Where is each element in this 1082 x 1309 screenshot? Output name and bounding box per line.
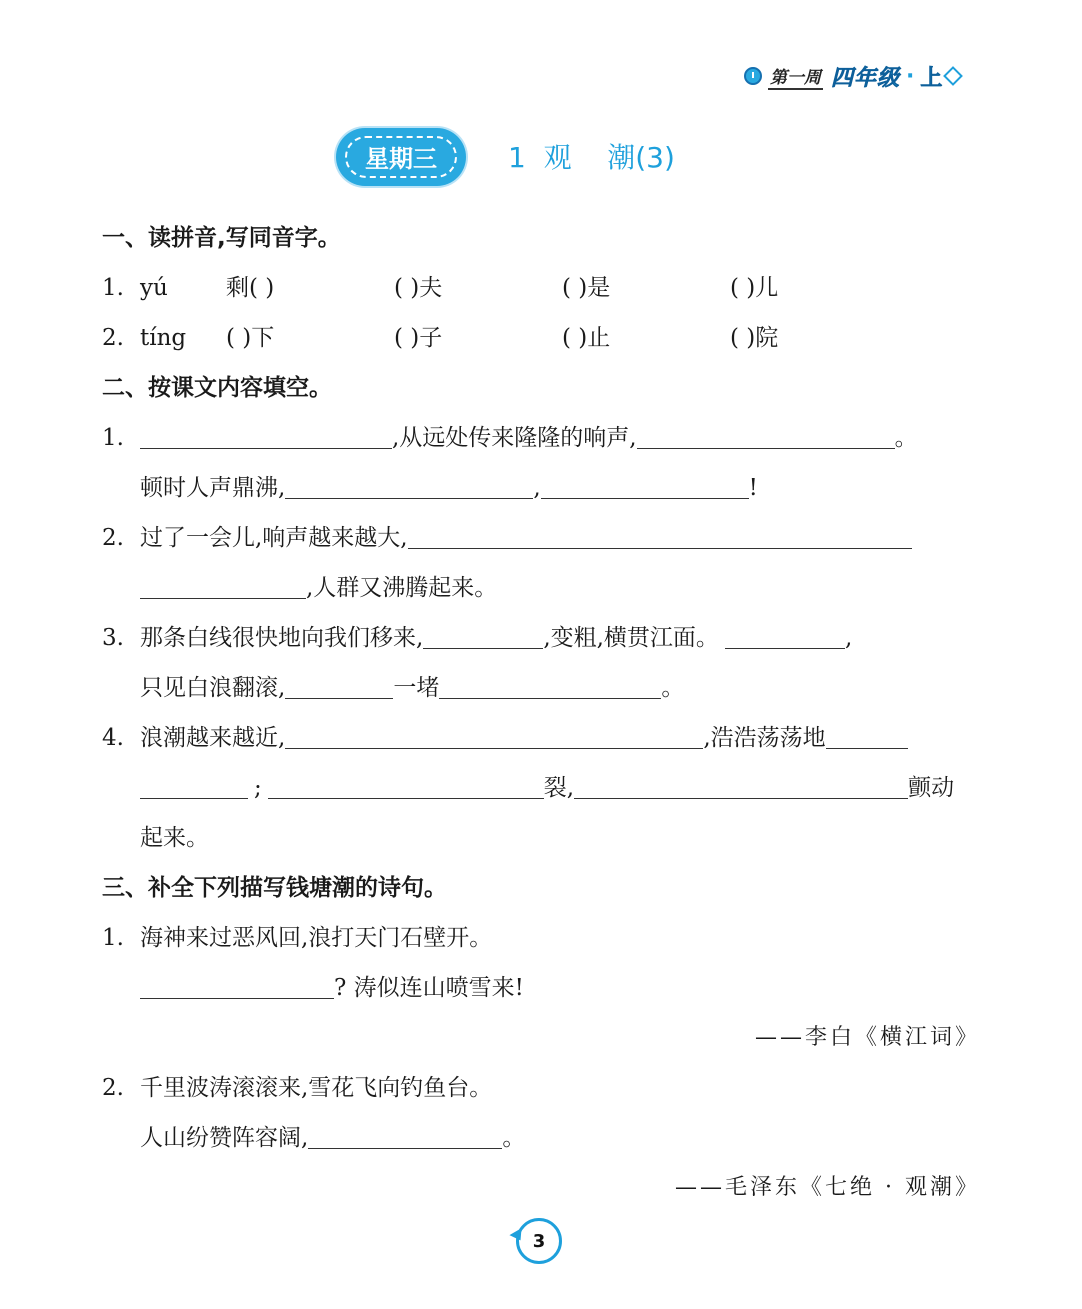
text: 裂, <box>543 775 575 801</box>
text: 那条白线很快地向我们移来, <box>140 625 424 651</box>
day-badge-label: 星期三 <box>345 136 457 178</box>
q4-line3: 起来。 <box>140 825 209 851</box>
answer-blank[interactable] <box>725 622 845 649</box>
section3-heading: 三、补全下列描写钱塘潮的诗句。 <box>102 875 447 901</box>
poem-text: ? 涛似连山喷雪来! <box>334 975 524 1001</box>
q3-line2 <box>140 672 684 704</box>
text: ,从远处传来隆隆的响声, <box>392 425 637 451</box>
char-blank[interactable]: ( )儿 <box>730 275 779 301</box>
question-number: 4. <box>102 725 124 751</box>
answer-blank[interactable] <box>285 722 703 749</box>
text: 顿时人声鼎沸, <box>140 475 286 501</box>
answer-blank[interactable] <box>140 772 248 799</box>
answer-blank[interactable] <box>637 422 895 449</box>
char-blank[interactable]: ( )下 <box>226 325 275 351</box>
text: ! <box>748 475 758 501</box>
day-badge <box>336 128 466 186</box>
answer-blank[interactable] <box>308 1122 502 1149</box>
clock-icon <box>744 67 762 85</box>
answer-blank[interactable] <box>140 422 392 449</box>
q2-line2 <box>140 572 497 604</box>
answer-blank[interactable] <box>268 772 544 799</box>
poem1-line2 <box>140 972 524 1004</box>
char-blank[interactable]: ( )是 <box>562 275 611 301</box>
poem-text: 千里波涛滚滚来,雪花飞向钓鱼台。 <box>140 1075 493 1101</box>
question-number: 3. <box>102 625 124 651</box>
text: 。 <box>894 425 918 451</box>
text: 。 <box>661 675 685 701</box>
text: 颤动 <box>908 775 955 801</box>
row-number: 2. <box>102 325 124 351</box>
text: ,人群又沸腾起来。 <box>306 575 498 601</box>
char-blank[interactable]: ( )院 <box>730 325 779 351</box>
answer-blank[interactable] <box>285 472 533 499</box>
book-header <box>744 56 960 96</box>
poem-text: 人山纷赞阵容阔, <box>140 1125 309 1151</box>
pinyin-row-1 <box>102 272 778 304</box>
text: 浪潮越来越近, <box>140 725 286 751</box>
question-number: 2. <box>102 1075 124 1101</box>
grade-label: 四年级 <box>831 65 901 91</box>
answer-blank[interactable] <box>285 672 393 699</box>
char-blank[interactable]: 剩( ) <box>226 275 275 301</box>
lesson-title: 1 观 潮(3) <box>508 141 675 174</box>
answer-blank[interactable] <box>826 722 908 749</box>
poem1-author: ——李白《横江词》 <box>754 1025 980 1050</box>
answer-blank[interactable] <box>140 572 306 599</box>
volume-label: 上 <box>920 65 943 91</box>
answer-blank[interactable] <box>574 772 908 799</box>
text: , <box>844 625 853 651</box>
poem2-line2 <box>140 1122 525 1154</box>
diamond-icon <box>943 66 963 86</box>
pinyin-row-2 <box>102 322 778 354</box>
text: ; <box>254 775 262 801</box>
q4-line2 <box>140 772 954 804</box>
text: ,浩浩荡荡地 <box>703 725 826 751</box>
q3-line1 <box>102 622 852 654</box>
section2-heading: 二、按课文内容填空。 <box>102 375 332 401</box>
question-number: 1. <box>102 425 124 451</box>
text: ,变粗,横贯江面。 <box>543 625 719 651</box>
answer-blank[interactable] <box>541 472 749 499</box>
q1-line2 <box>140 472 758 504</box>
answer-blank[interactable] <box>439 672 661 699</box>
answer-blank[interactable] <box>140 972 334 999</box>
page-number: 3 <box>516 1218 562 1264</box>
poem2-line1 <box>102 1072 492 1104</box>
pinyin: tíng <box>140 325 187 351</box>
char-blank[interactable]: ( )子 <box>394 325 443 351</box>
text: , <box>533 475 541 501</box>
separator-dot: · <box>906 63 915 89</box>
question-number: 1. <box>102 925 124 951</box>
poem-text: 海神来过恶风回,浪打天门石壁开。 <box>140 925 493 951</box>
q4-line1 <box>102 722 908 754</box>
pinyin: yú <box>140 275 168 301</box>
q2-line1 <box>102 522 912 554</box>
answer-blank[interactable] <box>408 522 912 549</box>
poem2-author: ——毛泽东《七绝 · 观潮》 <box>675 1175 980 1200</box>
poem-text: 。 <box>502 1125 526 1151</box>
week-label: 第一周 <box>768 63 823 90</box>
text: 只见白浪翻滚, <box>140 675 286 701</box>
poem1-line1 <box>102 922 492 954</box>
row-number: 1. <box>102 275 124 301</box>
question-number: 2. <box>102 525 124 551</box>
char-blank[interactable]: ( )止 <box>562 325 611 351</box>
section1-heading: 一、读拼音,写同音字。 <box>102 225 341 251</box>
text: 过了一会儿,响声越来越大, <box>140 525 408 551</box>
q1-line1 <box>102 422 918 454</box>
text: 一堵 <box>393 675 440 701</box>
char-blank[interactable]: ( )夫 <box>394 275 443 301</box>
title-row <box>0 128 1082 188</box>
answer-blank[interactable] <box>423 622 543 649</box>
